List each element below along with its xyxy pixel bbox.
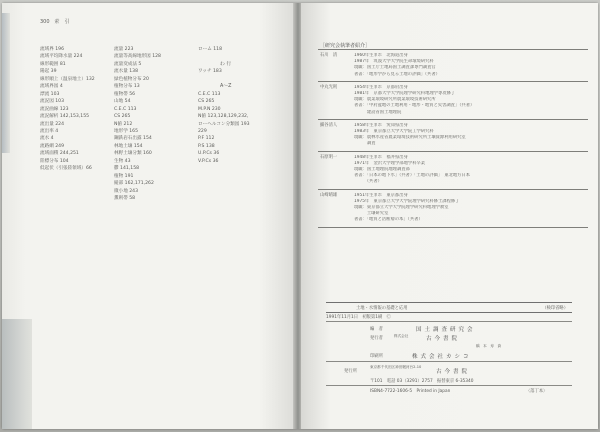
author-separator: [318, 227, 588, 228]
index-entry: 縦部 162,171,262: [114, 181, 154, 187]
author-detail-line: 著書：「日本の地下水」（共著）「土地の評価」 東北地方日本: [354, 173, 471, 179]
isbn-note: 〈落丁本〉: [526, 389, 548, 394]
book-note: （検印省略）: [542, 306, 568, 311]
index-entry: 線形順上（温泉地土）132: [40, 76, 95, 82]
author-separator: [318, 81, 588, 82]
index-entry: 流況解析 142,153,155: [40, 114, 90, 120]
author-detail-line: 1971年 金沢大学理学部地学科卒業: [354, 160, 426, 166]
page-number: 300 索 引: [40, 19, 70, 25]
index-entry: 漂流 103: [40, 91, 60, 97]
author-detail-line: 調査: [354, 141, 376, 147]
spacer: [198, 53, 250, 60]
author-detail-line: 著書：「地形学から見る土地の評価」（共著）: [354, 71, 440, 77]
index-column-2: [114, 46, 161, 203]
author-detail-line: 1948年生まれ 福井県出身: [354, 154, 408, 160]
index-entry: U.P.Cs 36: [198, 151, 220, 157]
author-details: [354, 193, 590, 224]
author-detail-line: 現職：農業環境研究所農業環境技術研究所: [354, 97, 436, 103]
index-entry: 生物 43: [114, 158, 131, 164]
index-entry: 流域界図 4: [40, 84, 63, 90]
issuer-address: 東京都千代田区神田駿河台2-10: [370, 365, 422, 369]
index-entry: 229: [198, 128, 207, 134]
author-details: [354, 123, 590, 148]
author-detail-line: 1958年生まれ 愛知県出身: [354, 122, 408, 128]
index-entry: 流量 223: [114, 47, 134, 52]
index-entry: C.E.C 113: [198, 91, 221, 97]
author-detail-line: 1983年 東京都立大学大学院工学研究科: [354, 129, 434, 134]
index-entry: 流出量 224: [40, 121, 65, 127]
book-title: 土地・水情報の基礎と応用: [356, 306, 408, 311]
author-detail-line: 1975年 東京都立大学大学院理学研究科修士課程修了: [354, 198, 460, 204]
editor-name: 国土調査研究会: [416, 327, 476, 333]
index-entry: V.P.Cs 36: [198, 158, 219, 164]
page-edge-shadow: [2, 13, 10, 153]
author-detail-line: 1981年 京都大学大学院理学研究科地理学専攻修了: [354, 91, 456, 96]
author-detail-line: 著書：「地質と活断層の本」（共著）: [354, 217, 423, 223]
author-separator: [318, 151, 588, 152]
index-entry: N値 212: [114, 121, 133, 127]
editor-label: 編 者: [370, 327, 383, 332]
index-entry: 流路網 249: [40, 143, 65, 149]
author-details: [354, 85, 590, 116]
author-detail-line: （共著）: [354, 179, 382, 185]
section-rule: [318, 49, 588, 50]
publisher-label: 発行者: [370, 336, 383, 341]
index-entry: 微小地 243: [114, 188, 139, 194]
index-entry: 植物分布 13: [114, 84, 140, 90]
index-entry: 低起伏（引張陸領域）66: [40, 166, 92, 172]
index-entry: ローム 118: [198, 47, 223, 52]
author-detail-line: 現職：農林水産省農業環境技術研究所土壌資源利用研究室: [354, 135, 466, 141]
index-entry: 流量等高線地形図 128: [114, 54, 161, 60]
spacer: [198, 76, 250, 83]
index-entry: 薫則帯 58: [114, 196, 136, 202]
author-name: 石原明一: [320, 154, 338, 160]
index-entry: 地形学 165: [114, 128, 139, 134]
author-detail-line: 現職：国土地理院地理調査部: [354, 167, 410, 172]
isbn: ISBN4-7722-1606-5 Printed in Japan: [370, 389, 451, 394]
index-entry: P.F 112: [198, 136, 215, 142]
index-column-1: [40, 46, 95, 173]
author-separator: [318, 119, 588, 120]
index-entry: ワッチ 183: [198, 69, 222, 75]
author-detail-line: 著書：「甲府盆地の土地利用・地形・地質と災害調査」（共著）: [354, 103, 475, 109]
author-name: 石川 清: [320, 53, 338, 58]
authors-section-title: ［研究会執筆者紹介］: [320, 43, 371, 49]
index-entry: 山地 54: [114, 99, 131, 105]
index-entry: M.P.N 230: [198, 106, 221, 112]
index-entry: 植物 191: [114, 173, 134, 179]
author-detail-line: 現職：国土庁土地局国土調査課専門調査官: [354, 65, 436, 71]
open-book: [2, 3, 598, 429]
date-line: 1991年11月1日 初版第1刷 Ⓒ: [326, 315, 391, 320]
publisher-name: 古今書院: [426, 336, 461, 342]
index-heading: わ 行: [220, 61, 232, 67]
index-entry: 流水 4: [40, 136, 54, 142]
author-name: 山崎晴雄: [320, 192, 338, 198]
author-detail-line: 1960年生まれ 北海道出身: [354, 53, 408, 58]
author-name: 中丸光則: [320, 84, 338, 90]
index-entry: 流量変成法 5: [114, 61, 142, 67]
index-entry: 植物帯 56: [114, 91, 136, 97]
colophon-header: [326, 302, 572, 313]
index-entry: 鋼鉄岩石出露 154: [114, 136, 152, 142]
index-column-3: [198, 46, 250, 165]
index-heading: A〜Z: [220, 84, 232, 90]
colophon-rule: [326, 361, 572, 362]
author-name: 細谷清人: [320, 122, 338, 128]
author-details: [354, 155, 590, 186]
index-entry: P.S 138: [198, 143, 215, 149]
printer-name: 株式会社カシコ: [412, 354, 472, 360]
author-detail-line: 土壌研究室: [354, 211, 389, 217]
index-entry: N値 123,128,129,232,: [198, 114, 249, 120]
publisher-label-sub: 株式会社: [394, 334, 409, 338]
author-detail-line: 1951年生まれ 東京都出身: [354, 192, 408, 198]
author-detail-line: 建設省国土地理院: [354, 109, 402, 115]
index-entry: 流況図 103: [40, 99, 65, 105]
colophon-rule: [326, 385, 572, 386]
issuer-name: 古今書院: [436, 369, 471, 375]
index-entry: 陸標分布 104: [40, 158, 69, 164]
page-edge-shadow: [2, 319, 32, 429]
index-entry: 流況曲線 123: [40, 106, 69, 112]
phone-line: 〒101 電話 03（3291）2757 振替東京 6-35340: [370, 379, 474, 384]
index-entry: 林地土壌 154: [114, 143, 143, 149]
colophon-rule: [326, 321, 572, 322]
index-entry: C.E.C 113: [114, 106, 137, 112]
index-entry: ローヘルコン分類図 193: [198, 121, 250, 127]
index-entry: 鬱 141,158: [114, 166, 140, 172]
index-entry: 緑色植物分布 20: [114, 76, 149, 82]
index-entry: 流水量 138: [114, 69, 139, 75]
index-entry: CS 265: [114, 114, 131, 120]
author-detail-line: 現職：東京都立大学大学院理学研究科地理学教室: [354, 205, 449, 210]
index-page: [2, 3, 295, 429]
publisher-person: 橋 本 寿 資: [476, 344, 502, 348]
index-entry: 流出率 4: [40, 128, 59, 134]
author-detail-line: 1954年生まれ 京都府出身: [354, 84, 408, 90]
author-separator: [318, 189, 588, 190]
printer-label: 印刷所: [370, 354, 383, 359]
issuer-label: 発行所: [344, 369, 357, 374]
index-entry: 陽起 39: [40, 69, 57, 75]
index-entry: CS 265: [198, 99, 215, 105]
index-entry: 流域面積 244,251: [40, 151, 79, 157]
index-entry: 林野土壌分類 160: [114, 151, 152, 157]
index-entry: 線形範囲 81: [40, 61, 66, 67]
author-details: [354, 53, 590, 78]
author-detail-line: 1987年 筑波大学大学院生命環境研究科: [354, 59, 434, 65]
index-entry: 流域平均降水量 224: [40, 54, 83, 60]
index-entry: 流域界 196: [40, 47, 65, 52]
